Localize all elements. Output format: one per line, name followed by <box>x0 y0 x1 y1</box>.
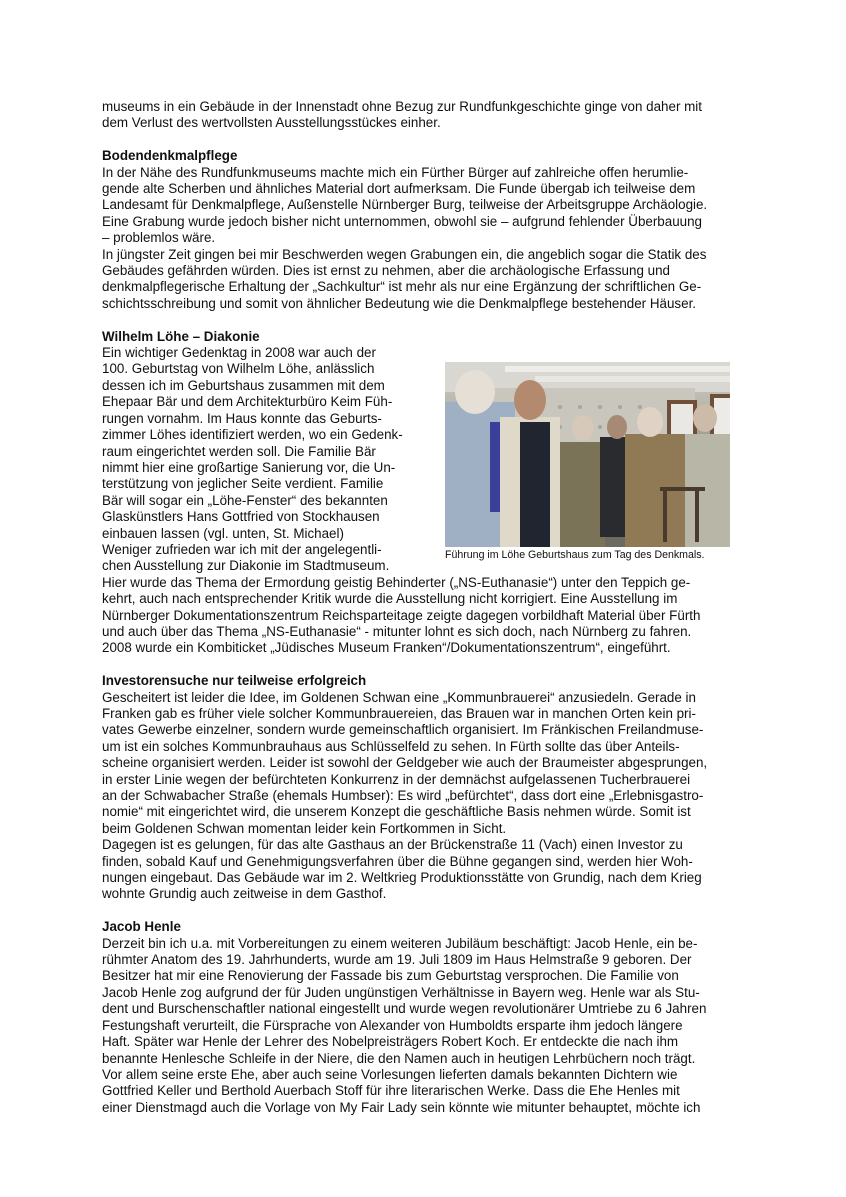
text-line: denkmalpflegerische Erhaltung der „Sachkultur“ ist mehr als nur eine Ergänzung der schriftlichen Ge- <box>102 279 702 295</box>
group-tour-photo <box>445 362 730 547</box>
text-line: Derzeit bin ich u.a. mit Vorbereitungen zu einem weiteren Jubiläum beschäftigt: Jacob Henle, ein be- <box>102 935 698 951</box>
text-line: scheine organisiert werden. Leider ist sowohl der Geldgeber wie auch der Braumeister abgesprungen, <box>102 755 708 771</box>
text-line: schichtsschreibung und somit von ähnlicher Bedeutung wie die Denkmalpflege bestehender Häuser. <box>102 295 697 311</box>
text-line: gende alte Scherben und ähnliches Material dort aufmerksam. Die Funde übergab ich teilweise dem <box>102 181 696 197</box>
text-line: – problemlos wäre. <box>102 230 216 246</box>
text-line: Hier wurde das Thema der Ermordung geistig Behinderter („NS-Euthanasie“) unter den Teppich ge- <box>102 574 691 590</box>
text-line: an der Schwabacher Straße (ehemals Humbser): Es wird „befürchtet“, dass dort eine „Erlebnisgastro- <box>102 788 704 804</box>
text-line: chen Ausstellung zur Diakonie im Stadtmuseum. <box>102 558 390 574</box>
text-line: Weniger zufrieden war ich mit der angelegentli- <box>102 541 382 557</box>
text-line: in erster Linie wegen der befürchteten Konkurrenz in der demnächst aufgelassenen Tucherbrauerei <box>102 771 691 787</box>
text-line: kehrt, auch nach entsprechender Kritik wurde die Ausstellung nicht korrigiert. Eine Ausstellung im <box>102 591 678 607</box>
text-line: terstützung von jeglicher Seite verdient. Familie <box>102 476 384 492</box>
text-line: vates Gewerbe einzelner, sondern wurde gemeinschaftlich organisiert. Im Fränkischen Freilandmuse- <box>102 722 704 738</box>
text-line: Dagegen ist es gelungen, für das alte Gasthaus an der Brückenstraße 11 (Vach) einen Investor zu <box>102 837 683 853</box>
text-line: Glaskünstlers Hans Gottfried von Stockhausen <box>102 509 380 525</box>
section-heading: Bodendenkmalpflege <box>102 148 238 164</box>
text-line: rühmter Anatom des 19. Jahrhunderts, wurde am 19. Juli 1809 im Haus Helmstraße 9 geboren. Der <box>102 952 692 968</box>
text-line: nungen eingebaut. Das Gebäude war im 2. Weltkrieg Produktionsstätte von Grundig, nach dem Krieg <box>102 870 702 886</box>
text-line: Besitzer hat mir eine Renovierung der Fassade bis zum Geburtstag versprochen. Die Familie von <box>102 968 679 984</box>
text-line: Eine Grabung wurde jedoch bisher nicht unternommen, obwohl sie – aufgrund fehlender Überbauung <box>102 213 702 229</box>
section-heading: Jacob Henle <box>102 919 181 935</box>
text-line: Ehepaar Bär und dem Architekturbüro Keim Füh- <box>102 394 393 410</box>
text-line: und auch über das Thema „NS-Euthanasie“ - mitunter lohnt es sich doch, nach Nürnberg zu fahren. <box>102 623 692 639</box>
text-line: finden, sobald Kauf und Genehmigungsverfahren über die Bühne gegangen sind, werden hier Woh- <box>102 853 693 869</box>
text-line: beim Goldenen Schwan momentan leider kein Fortkommen in Sicht. <box>102 820 507 836</box>
text-line: rungen vornahm. Im Haus konnte das Geburts- <box>102 410 382 426</box>
text-line: Gottfried Keller und Berthold Auerbach Stoff für ihre literarischen Werke. Dass die Ehe Henles mit <box>102 1083 680 1099</box>
text-line: einer Dienstmagd auch die Vorlage von My Fair Lady sein könnte wie mitunter behauptet, möchte ich <box>102 1099 701 1115</box>
text-line: Gebäudes gefährden würden. Dies ist ernst zu nehmen, aber die archäologische Erfassung und <box>102 263 670 279</box>
text-line: Landesamt für Denkmalpflege, Außenstelle Nürnberger Burg, teilweise der Arbeitsgruppe Archäologie. <box>102 197 708 213</box>
section-heading: Investorensuche nur teilweise erfolgreich <box>102 673 367 689</box>
text-line: In jüngster Zeit gingen bei mir Beschwerden wegen Grabungen ein, die angeblich sogar die Statik des <box>102 246 707 262</box>
text-line: In der Nähe des Rundfunkmuseums machte mich ein Fürther Bürger auf zahlreiche offen herumlie- <box>102 164 689 180</box>
text-line: 2008 wurde ein Kombiticket „Jüdisches Museum Franken“/Dokumentationszentrum“, eingeführt. <box>102 640 671 656</box>
text-line: Festungshaft verurteilt, die Fürsprache von Alexander von Humboldts ersparte ihm jedoch längere <box>102 1017 683 1033</box>
narrow-column <box>102 345 442 575</box>
text-line: 100. Geburtstag von Wilhelm Löhe, anlässlich <box>102 361 375 377</box>
section-heading: Wilhelm Löhe – Diakonie <box>102 328 260 344</box>
text-line: nimmt hier eine großartige Sanierung vor, die Un- <box>102 459 396 475</box>
text-line: zimmer Löhes identifiziert werden, wo ein Gedenk- <box>102 427 403 443</box>
text-line: benannte Henlesche Schleife in der Niere, die den Namen auch in heutigen Lehrbüchern noch trägt. <box>102 1050 696 1066</box>
section-bodendenkmalpflege <box>102 148 752 312</box>
text-line: einbauen lassen (vgl. unten, St. Michael) <box>102 525 344 541</box>
text-line: Franken gab es früher viele solcher Kommunbrauereien, das Brauen war in manchen Orten kein pri- <box>102 705 696 721</box>
section-investorensuche <box>102 673 752 903</box>
text-line: Bär will sogar ein „Löhe-Fenster“ des bekannten <box>102 492 388 508</box>
text-line: dent und Burschenschaftler national eingestellt und wurde wegen revolutionärer Umtriebe zu 6 Jahren <box>102 1001 707 1017</box>
text-line: nomie“ mit eingerichtet wird, die unserem Konzept die geschäftliche Basis nehmen würde. Somit ist <box>102 804 691 820</box>
text-line: dessen ich im Geburtshaus zusammen mit dem <box>102 377 385 393</box>
document-page <box>102 99 752 1116</box>
text-line: Jacob Henle zog aufgrund der für Juden ungünstigen Verhältnisse in Bayern weg. Henle war als Stu- <box>102 984 700 1000</box>
text-line: Ein wichtiger Gedenktag in 2008 war auch der <box>102 345 376 361</box>
photo-caption: Führung im Löhe Geburtshaus zum Tag des Denkmals. <box>445 549 705 561</box>
text-line: dem Verlust des wertvollsten Ausstellungsstückes einher. <box>102 115 441 131</box>
text-line: Gescheitert ist leider die Idee, im Goldenen Schwan eine „Kommunbrauerei“ anzusiedeln. Gerade in <box>102 689 696 705</box>
text-line: um ist ein solches Kommunbrauhaus aus Schlüsselfeld zu sehen. In Fürth sollte das über Anteils- <box>102 738 680 754</box>
text-line: Haft. Später war Henle der Lehrer des Nobelpreisträgers Robert Koch. Er entdeckte die nach ihm <box>102 1034 679 1050</box>
text-line: Nürnberger Dokumentationszentrum Reichsparteitage zeigte dagegen vorbildhaft Material über Fürth <box>102 607 701 623</box>
photo-illustration <box>445 362 730 547</box>
intro-paragraph <box>102 99 752 132</box>
text-line: wohnte Grundig auch zeitweise in dem Gasthof. <box>102 886 387 902</box>
text-line: raum eingerichtet werden soll. Die Familie Bär <box>102 443 376 459</box>
text-line: Vor allem seine erste Ehe, aber auch seine Vorlesungen lieferten damals bekannten Dichtern wie <box>102 1066 678 1082</box>
section-jacob-henle <box>102 919 752 1116</box>
figure <box>445 362 733 573</box>
text-line: museums in ein Gebäude in der Innenstadt ohne Bezug zur Rundfunkgeschichte ginge von daher mit <box>102 99 702 114</box>
